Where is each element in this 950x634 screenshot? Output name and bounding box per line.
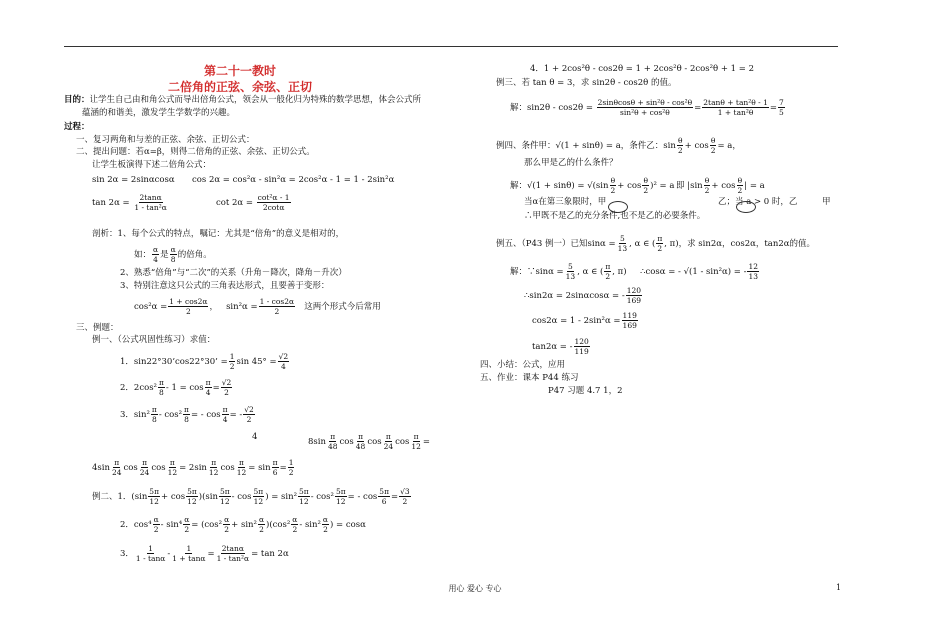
formula-tan2a: tan 2α = $\frac{2\tan\alpha}{\text{1 - tan²α}}$ (92, 193, 167, 212)
section-4: 四、小结：公式，应用 (480, 360, 566, 370)
example-4-conclusion: ∴甲既不是乙的充分条件,也不是乙的必要条件。 (524, 211, 706, 221)
formula-sin2a: sin 2α = 2sinαcosα (92, 175, 175, 185)
section-2: 二、提出问题：若α=β，则得二倍角的正弦、余弦、正切公式。 (76, 147, 315, 157)
example-1-item-4: 8sin $\frac{\pi}{48}$ cos $\frac{\pi}{48}$ cos $\frac{\pi}{24}$ cos $\frac{\pi}{12}$ = (308, 432, 431, 451)
example-1: 例一、（公式巩固性练习）求值： (92, 335, 216, 345)
goal-line-1: 目的：让学生自己由和角公式而导出倍角公式，领会从一般化归为特殊的数学思想，体会公式所 (64, 95, 422, 105)
goal-line-2: 蕴涵的和谐美，激发学生学数学的兴趣。 (82, 108, 236, 118)
example-4-case: 当α在第三象限时，甲 (524, 197, 607, 207)
section-5: 五、作业：课本 P44 练习 (480, 373, 579, 383)
header-rule (64, 46, 838, 47)
section-5-b: P47 习题 4.7 1，2 (548, 386, 623, 396)
example-1-item-4-line-2: 4sin $\frac{\pi}{24}$ cos $\frac{\pi}{24}$ cos $\frac{\pi}{12}$ = 2sin $\frac{\pi}{12}$ cos $\frac{\pi}{12}$ = sin $\frac{\pi}{6}$ = $\frac{1}{2}$ (92, 458, 294, 477)
section-3: 三、例题： (76, 323, 119, 333)
example-4: 例四、条件甲：√(1 + sinθ) = a，条件乙：sin $\frac{\theta}{2}$ + cos $\frac{\theta}{2}$ = a， (496, 136, 741, 155)
example-4-solution: 解：√(1 + sinθ) = √(sin $\frac{\theta}{2}$ + cos $\frac{\theta}{2}$ )² = a (510, 176, 675, 195)
example-4-case-b: 乙；当 a > 0 时，乙 (718, 197, 798, 207)
example-1-item-4-right: 4．1 + 2cos²θ - cos2θ = 1 + 2cos²θ - 2cos²θ + 1 = 2 (530, 64, 755, 74)
example-1-item-2: 2．2cos² $\frac{\pi}{8}$ - 1 = cos $\frac{\pi}{4}$ = $\frac{√2}{2}$ (120, 378, 232, 397)
example-2-item-2: 2．cos⁴ $\frac{\alpha}{2}$ - sin⁴ $\frac{\alpha}{2}$ = (cos² $\frac{\alpha}{2}$ + sin² $\frac{\alpha}{2}$ )(cos² $\frac{\alpha}{2}$ - sin² $\frac{\alpha}{2}$ ) = cosα (120, 515, 366, 534)
analysis-1: 剖析：1、每个公式的特点，嘱记：尤其是“倍角”的意义是相对的， (92, 229, 345, 239)
example-2-item-1: 例二、1．(sin $\frac{5\pi}{12}$ + cos $\frac{5\pi}{12}$ )(sin $\frac{5\pi}{12}$ - cos $\frac{5\pi}{12}$ ) = sin² $\frac{5\pi}{12}$ - cos² $\frac{5\pi}{12}$ = - cos $\frac{5\pi}{6}$ = $\frac{√3}{2}$ (92, 487, 410, 506)
section-2-note: 让学生板演得下述二倍角公式： (92, 160, 212, 170)
analysis-3: 3、特别注意这只公式的三角表达形式，且要善于变形： (120, 281, 330, 291)
example-4-solution-b: 即 |sin $\frac{\theta}{2}$ + cos $\frac{\theta}{2}$ | = a (676, 176, 765, 195)
lesson-subtitle: 二倍角的正弦、余弦、正切 (167, 80, 312, 94)
example-5-tan2a: tan2α = - $\frac{120}{119}$ (532, 337, 589, 356)
footer-text: 用心 爱心 专心 (448, 584, 502, 593)
example-2-item-3: 3． $\frac{1}{1 - \tan\alpha}$ - $\frac{1}{1 + \tan\alpha}$ = $\frac{2\tan\alpha}{\text{1 - tan²α}}$ = tan 2α (120, 544, 289, 563)
section-1: 一、复习两角和与差的正弦、余弦、正切公式： (76, 135, 255, 145)
example-5-solution: 解：∵sinα = $\frac{5}{13}$ , α ∈ ( $\frac{\pi}{2}$ , π) ∴cosα = - √(1 - sin²α) = - $\frac{12}{13}$ (510, 262, 758, 281)
example-4-case-c: 甲 (822, 197, 831, 207)
example-5-cos2a: cos2α = 1 - 2sin²α = $\frac{119}{169}$ (532, 311, 637, 330)
example-3: 例三、若 tan θ = 3，求 sin2θ - cos2θ 的值。 (496, 78, 677, 88)
formula-cos2a: cos 2α = cos²α - sin²α = 2cos²α - 1 = 1 - 2sin²α (192, 175, 395, 185)
example-1-item-3: 3．sin² $\frac{\pi}{8}$ - cos² $\frac{\pi}{8}$ = - cos $\frac{\pi}{4}$ = - $\frac{√2}{2}$ (120, 405, 254, 424)
analysis-1-example: 如： $\frac{\alpha}{4}$ 是 $\frac{\alpha}{8}$ 的倍角。 (134, 245, 212, 264)
formula-cot2a: cot 2α = $\frac{\text{cot²α - 1}}{2\cot\alpha}$ (216, 193, 290, 212)
process-label: 过程： (64, 122, 90, 132)
example-5: 例五、（P43 例一）已知sinα = $\frac{5}{13}$ , α ∈ ( $\frac{\pi}{2}$ , π)，求 sin2α，cos2α，tan2α的值。 (496, 234, 815, 253)
analysis-2: 2、熟悉“倍角”与“二次”的关系（升角－降次，降角－升次） (120, 268, 347, 278)
example-1-item-1: 1．sin22°30’cos22°30’ = $\frac{1}{2}$ sin 45° = $\frac{√2}{4}$ (120, 352, 289, 371)
example-5-sin2a: ∴sin2α = 2sinαcosα = - $\frac{120}{169}$ (524, 286, 642, 305)
example-1-item-4-number: 4 (252, 432, 258, 442)
not-implies-mark-2 (736, 201, 756, 213)
example-4-question: 那么甲是乙的什么条件？ (524, 158, 618, 168)
page-number: 1 (836, 583, 842, 592)
lesson-title: 第二十一教时 (203, 64, 276, 78)
analysis-3-formulas: cos²α = $\frac{1 + \cos 2\alpha}{2}$ ， sin²α = $\frac{1 - \cos 2\alpha}{2}$ 这两个形式今后常用 (134, 297, 381, 316)
example-3-solution: 解：sin2θ - cos2θ = $\frac{\text{2sinθcosθ + sin²θ - cos²θ}}{\text{sin²θ + cos²θ}}$ = $\frac{\text{2tanθ + tan²θ - 1}}{\text{1 + tan²θ}}$ = $\frac{7}{5}$ (510, 98, 784, 117)
